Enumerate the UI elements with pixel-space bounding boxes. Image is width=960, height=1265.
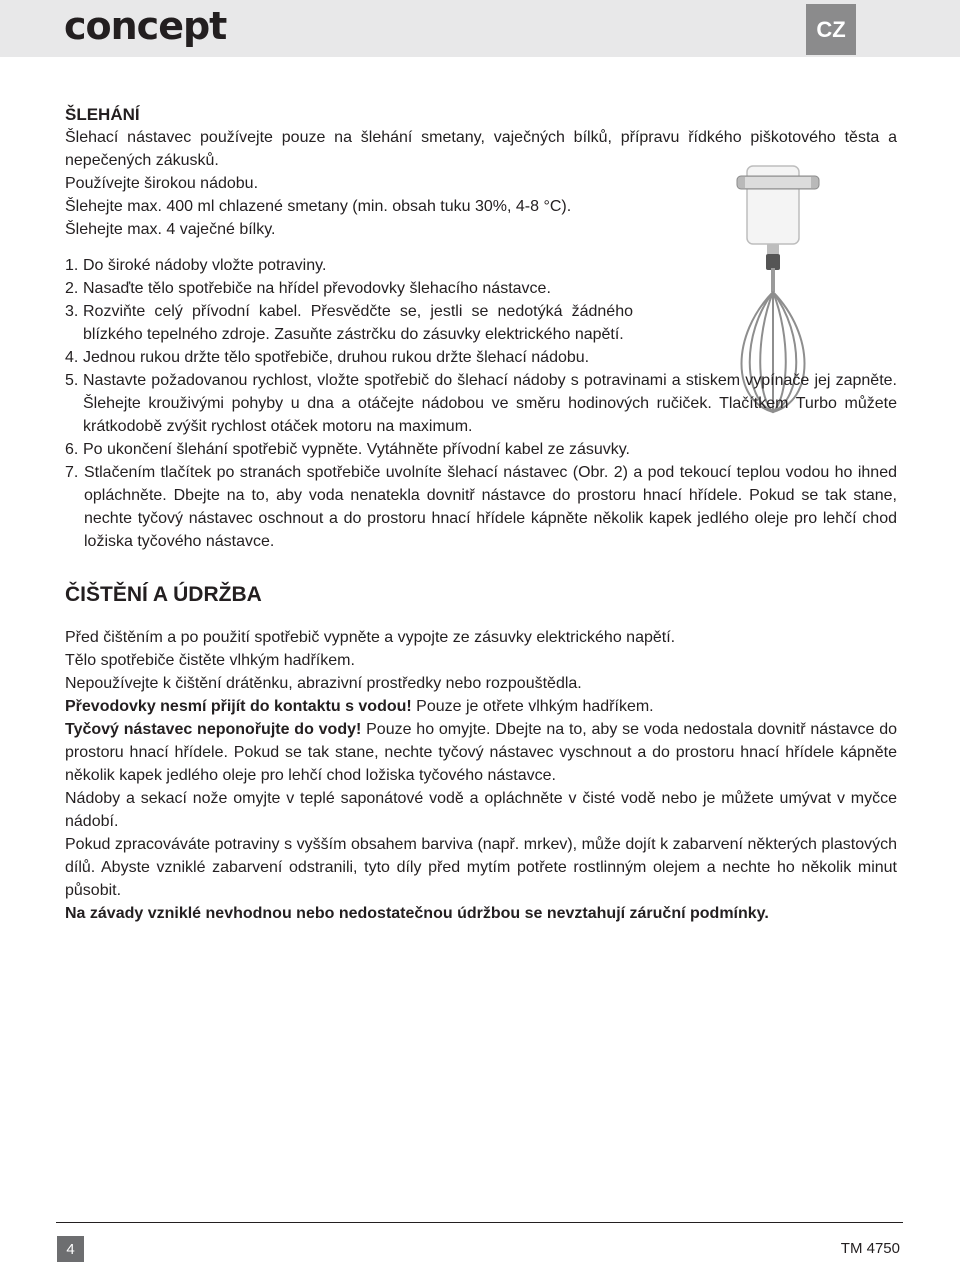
cleaning-paragraph: Tělo spotřebiče čistěte vlhkým hadříkem. xyxy=(65,652,355,669)
list-text: Jednou rukou držte tělo spotřebiče, druhou rukou držte šlehací nádobu. xyxy=(83,349,590,366)
list-number: 6. xyxy=(65,441,79,458)
page-content xyxy=(65,103,897,925)
paragraph-text: Pouze je otřete vlhkým hadříkem. xyxy=(411,698,654,715)
model-number: TM 4750 xyxy=(840,1240,900,1257)
list-number: 1. xyxy=(65,257,79,274)
list-text: Do široké nádoby vložte potraviny. xyxy=(83,257,327,274)
language-badge: CZ xyxy=(806,4,856,55)
page-number: 4 xyxy=(57,1236,84,1262)
list-item xyxy=(65,461,897,553)
list-number: 4. xyxy=(65,349,79,366)
warning-text: Tyčový nástavec neponořujte do vody! xyxy=(65,721,362,738)
list-item xyxy=(65,369,897,438)
cleaning-paragraph: Pokud zpracováváte potraviny s vyšším obsahem barviva (např. mrkev), může dojít k zabarvení některých plastových dílů. Abyste vzniklé zabarvení odstranili, tyto díly před mytím potřete rostlinným olejem a nechte ho několik minut působit. xyxy=(65,836,897,899)
list-number: 5. xyxy=(65,372,79,389)
section-title-cleaning: ČIŠTĚNÍ A ÚDRŽBA xyxy=(65,583,262,606)
cleaning-paragraph: Nádoby a sekací nože omyjte v teplé saponátové vodě a opláchněte v čisté vodě nebo je můžete umývat v myčce nádobí. xyxy=(65,790,897,830)
list-text: Po ukončení šlehání spotřebič vypněte. Vytáhněte přívodní kabel ze zásuvky. xyxy=(83,441,630,458)
list-item xyxy=(65,346,633,369)
cleaning-paragraph: Před čištěním a po použití spotřebič vypněte a vypojte ze zásuvky elektrického napětí. xyxy=(65,629,676,646)
intro-line: Používejte širokou nádobu. xyxy=(65,175,259,192)
intro-paragraph: Šlehací nástavec používejte pouze na šlehání smetany, vaječných bílků, přípravu řídkého piškotového těsta a nepečených zákusků. xyxy=(65,129,897,169)
list-number: 7. xyxy=(65,464,79,481)
cleaning-paragraph xyxy=(65,695,897,718)
list-text: Nastavte požadovanou rychlost, vložte spotřebič do šlehací nádoby s potravinami a stiskem vypínače jej zapněte. Šlehejte krouživými pohyby u dna a otáčejte nádobou ve směru hodinových ručiček. Tlačítkem Turbo můžete krátkodobě zvýšit rychlost otáček motoru na maximum. xyxy=(83,372,897,435)
list-item xyxy=(65,438,897,461)
list-text: Rozviňte celý přívodní kabel. Přesvědčte se, jestli se nedotýká žádného blízkého tepelného zdroje. Zasuňte zástrčku do zásuvky elektrického napětí. xyxy=(83,303,633,343)
cleaning-paragraph: Nepoužívejte k čištění drátěnku, abrazivní prostředky nebo rozpouštědla. xyxy=(65,675,582,692)
list-item xyxy=(65,300,633,346)
list-text: Nasaďte tělo spotřebiče na hřídel převodovky šlehacího nástavce. xyxy=(83,280,551,297)
list-number: 2. xyxy=(65,280,79,297)
cleaning-paragraph xyxy=(65,718,897,787)
paragraph-text: Pouze ho omyjte. Dbejte na to, aby se voda nedostala dovnitř nástavce do prostoru hnací hřídele. Pokud se tak stane, nechte tyčový nástavec vyschnout a do prostoru hnací hřídele kápněte několik kapek jedlého oleje pro lehčí chod ložiska tyčového nástavce. xyxy=(65,721,897,784)
intro-line: Šlehejte max. 4 vaječné bílky. xyxy=(65,221,276,238)
list-text: Stlačením tlačítek po stranách spotřebiče uvolníte šlehací nástavec (Obr. 2) a pod tekoucí teplou vodou ho ihned opláchněte. Dbejte na to, aby voda nenatekla dovnitř nástavce do prostoru hnací hřídele. Pokud se tak stane, nechte tyčový nástavec oschnout a do prostoru hnací hřídele kápněte několik kapek jedlého oleje pro lehčí chod ložiska tyčového nástavce. xyxy=(84,464,897,550)
list-item xyxy=(65,254,633,277)
intro-line: Šlehejte max. 400 ml chlazené smetany (min. obsah tuku 30%, 4-8 °C). xyxy=(65,198,572,215)
warranty-note xyxy=(65,902,897,925)
list-item xyxy=(65,277,633,300)
warning-text: Na závady vzniklé nevhodnou nebo nedostatečnou údržbou se nevztahují záruční podmínky. xyxy=(65,905,769,922)
footer-divider xyxy=(56,1222,903,1223)
warning-text: Převodovky nesmí přijít do kontaktu s vodou! xyxy=(65,698,412,715)
section-title-whipping: ŠLEHÁNÍ xyxy=(65,105,140,124)
list-number: 3. xyxy=(65,303,79,320)
header-bar xyxy=(0,0,960,57)
brand-logo: concept xyxy=(64,4,227,48)
